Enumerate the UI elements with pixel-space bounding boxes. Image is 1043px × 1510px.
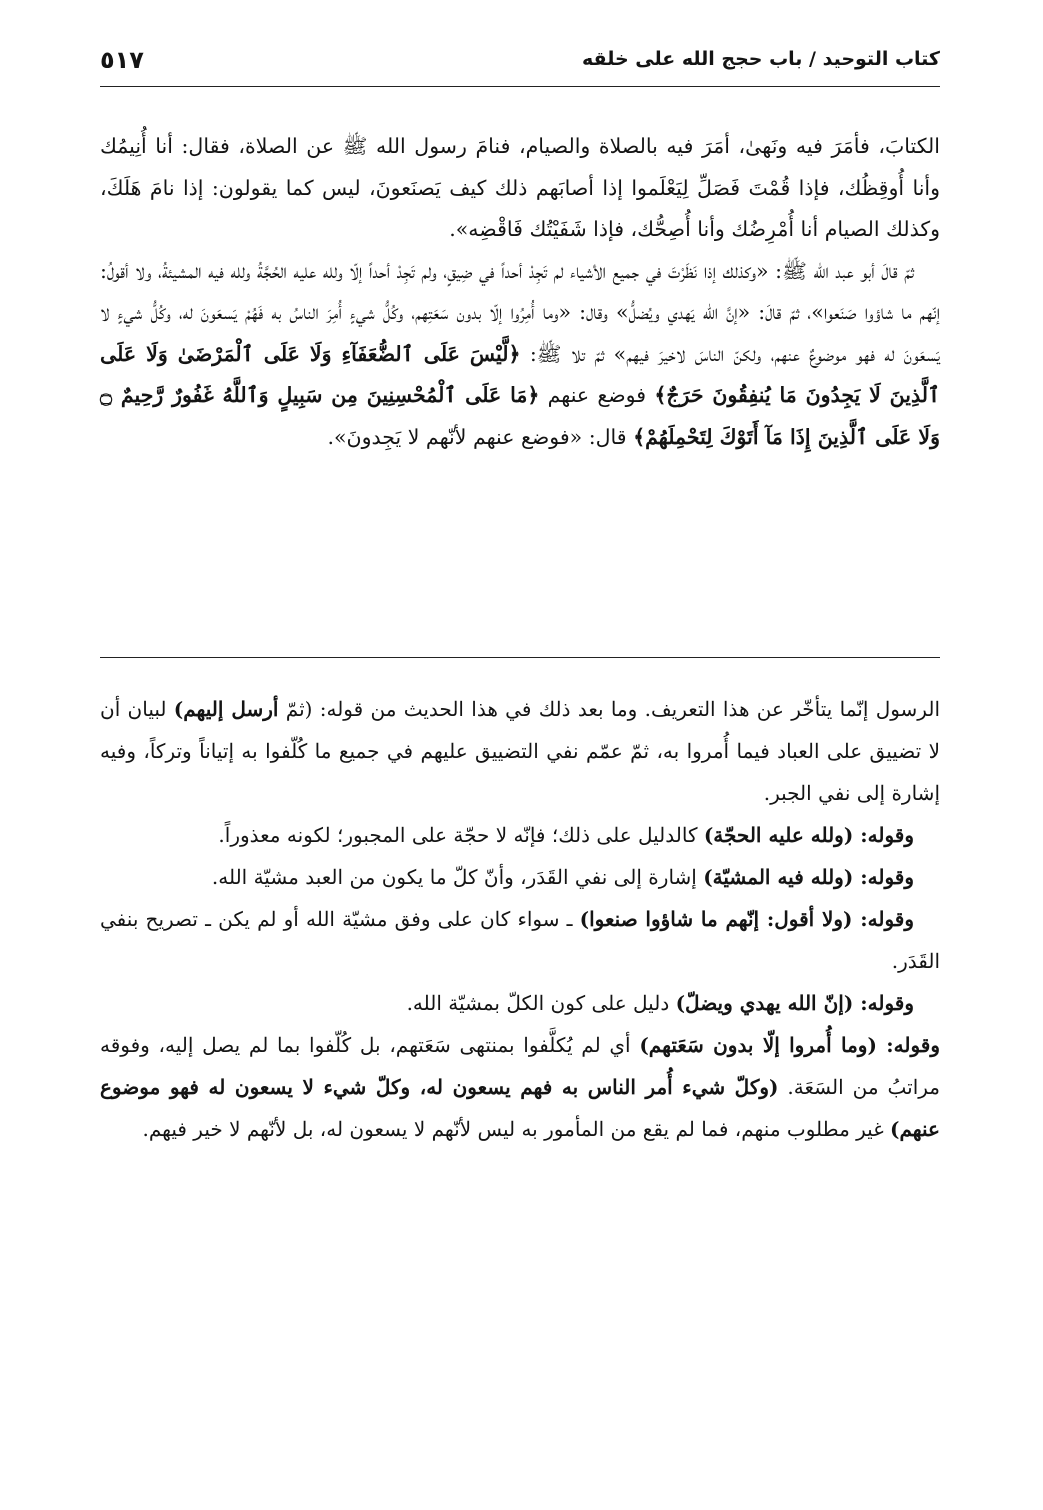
hadith-paragraph-2 <box>100 251 940 459</box>
hadith-paragraph-1: الكتابَ، فأمَرَ فيه ونَهىٰ، أمَرَ فيه بالصلاة والصيام، فنامَ رسول الله ﷺ عن الصلاة، فقال: أنا أُنِيمُك وأنا أُوقِظُك، فإذا قُمْتَ فَصَلِّ لِيَعْلَموا إذا أصابَهم ذلك كيف يَصنَعونَ، ليس كما يقولون: إذا نامَ هَلَكَ، وكذلك الصيام أنا أُمْرِضُك وأنا أُصِحُّك، فإذا شَفَيْتُك فَاقْضِه». <box>100 134 940 241</box>
fn5-text: دليل على كون الكلّ بمشيّة الله. <box>406 991 676 1015</box>
fn2-text: كالدليل على ذلك؛ فإنّه لا حجّة على المجبور؛ لكونه معذوراً. <box>218 823 704 847</box>
fn2-quote: وقوله: (ولله عليه الحجّة) <box>703 823 914 847</box>
quran-verse-2: ﴿مَا عَلَى ٱلْمُحْسِنِينَ مِن سَبِيلٍ وَٱللَّهُ غَفُورٌ رَّحِيمٌ ۝ وَلَا عَلَى ٱلَّذِينَ إِذَا مَآ أَتَوْكَ لِتَحْمِلَهُمْ﴾ <box>100 383 940 449</box>
quran-verse-1: ﴿لَّيْسَ عَلَى ٱلضُّعَفَآءِ وَلَا عَلَى ٱلْمَرْضَىٰ وَلَا عَلَى ٱلَّذِينَ لَا يَجِدُونَ مَا يُنفِقُونَ حَرَجٌ﴾ <box>100 341 940 407</box>
fn4-quote: وقوله: (ولا أقول: إنّهم ما شاؤوا صنعوا) <box>579 907 914 931</box>
fn3-text: إشارة إلى نفي القَدَر، وأنّ كلّ ما يكون من العبد مشيّة الله. <box>211 865 704 889</box>
fn6-text: أي لم يُكلَّفوا بمنتهى سَعَتهم، بل كُلّفوا بما لم يصل إليه، وفوقه مراتبُ من السَعَة. <box>100 1033 941 1099</box>
commentary-footnotes <box>100 688 940 1150</box>
fn6-text-2: غير مطلوب منهم، فما لم يقع من المأمور به ليس لأنّهم لا يسعون له، بل لأنّهم لا خير فيهم. <box>142 1117 891 1141</box>
footnote-separator <box>100 657 940 658</box>
fn6-quote: وقوله: (وما أُمروا إلّا بدون سَعَتهم) <box>639 1033 940 1057</box>
footnote-paragraph-3 <box>100 856 940 898</box>
hadith-ending: قال: «فوضع عنهم لأنّهم لا يَجِدونَ». <box>327 424 634 449</box>
page-header <box>100 42 940 87</box>
narrator-intro: ثمّ قالَ أبو عبد الله ﷺ: <box>768 258 914 283</box>
footnote-paragraph-6 <box>100 1024 940 1150</box>
fn3-quote: وقوله: (ولله فيه المشيّة) <box>703 865 914 889</box>
book-page <box>100 42 941 1141</box>
fn1-text: الرسول إنّما يتأخّر عن هذا التعريف. وما بعد ذلك في هذا الحديث من قوله: (ثمّ <box>278 697 940 721</box>
hadith-connector: فوضع عنهم <box>539 383 655 407</box>
fn1-rest: لبيان أن لا تضييق على العباد فيما أُمروا به، ثمّ عمّم نفي التضييق عليهم في جميع ما كُلّفوا به إتياناً وتركاً، وفيه إشارة إلى نفي الجبر. <box>100 697 940 805</box>
fn1-quote: أرسل إليهم) <box>173 697 279 721</box>
running-title: كتاب التوحيد / باب حجج الله على خلقه <box>582 48 940 70</box>
fn6-quote-2: (وكلّ شيء أُمر الناس به فهم يسعون له، وكلّ شيء لا يسعون له فهو موضوع عنهم) <box>100 1075 940 1141</box>
fn4-text: ـ سواء كان على وفق مشيّة الله أو لم يكن ـ تصريح بنفي القَدَر. <box>100 907 940 973</box>
hadith-body: «وكذلك إذا نَظَرْتَ في جميع الأشياء لم تَجِدْ أحداً في ضِيقٍ، ولم تَجِدْ أحداً إلّا ولله عليه الحُجَّةُ ولله فيه المشيئةُ، ولا أقولُ: إنّهم ما شاؤوا صَنَعوا»، ثمّ قالَ: «إنَّ الله يَهدي ويُضلُّ» وقال: «وما أُمِرُوا إلّا بدون سَعَتِهم، وكُلُّ شيءٍ أُمِرَ الناسُ به فَهُمْ يَسعَونَ له، وكُلُّ شيءٍ لا يَسعَونَ له فهو موضوعٌ عنهم، ولكنّ الناسَ لاخيرَ فيهم» ثمّ تلا ﷺ: <box>100 258 940 366</box>
footnote-paragraph-4 <box>100 898 940 982</box>
page-number: ٥١٧ <box>100 46 144 74</box>
footnote-paragraph-1 <box>100 688 940 814</box>
footnote-paragraph-2 <box>100 814 940 856</box>
fn5-quote: وقوله: (إنّ الله يهدي ويضلّ) <box>675 991 914 1015</box>
main-text <box>100 126 940 458</box>
footnote-paragraph-5 <box>100 982 940 1024</box>
